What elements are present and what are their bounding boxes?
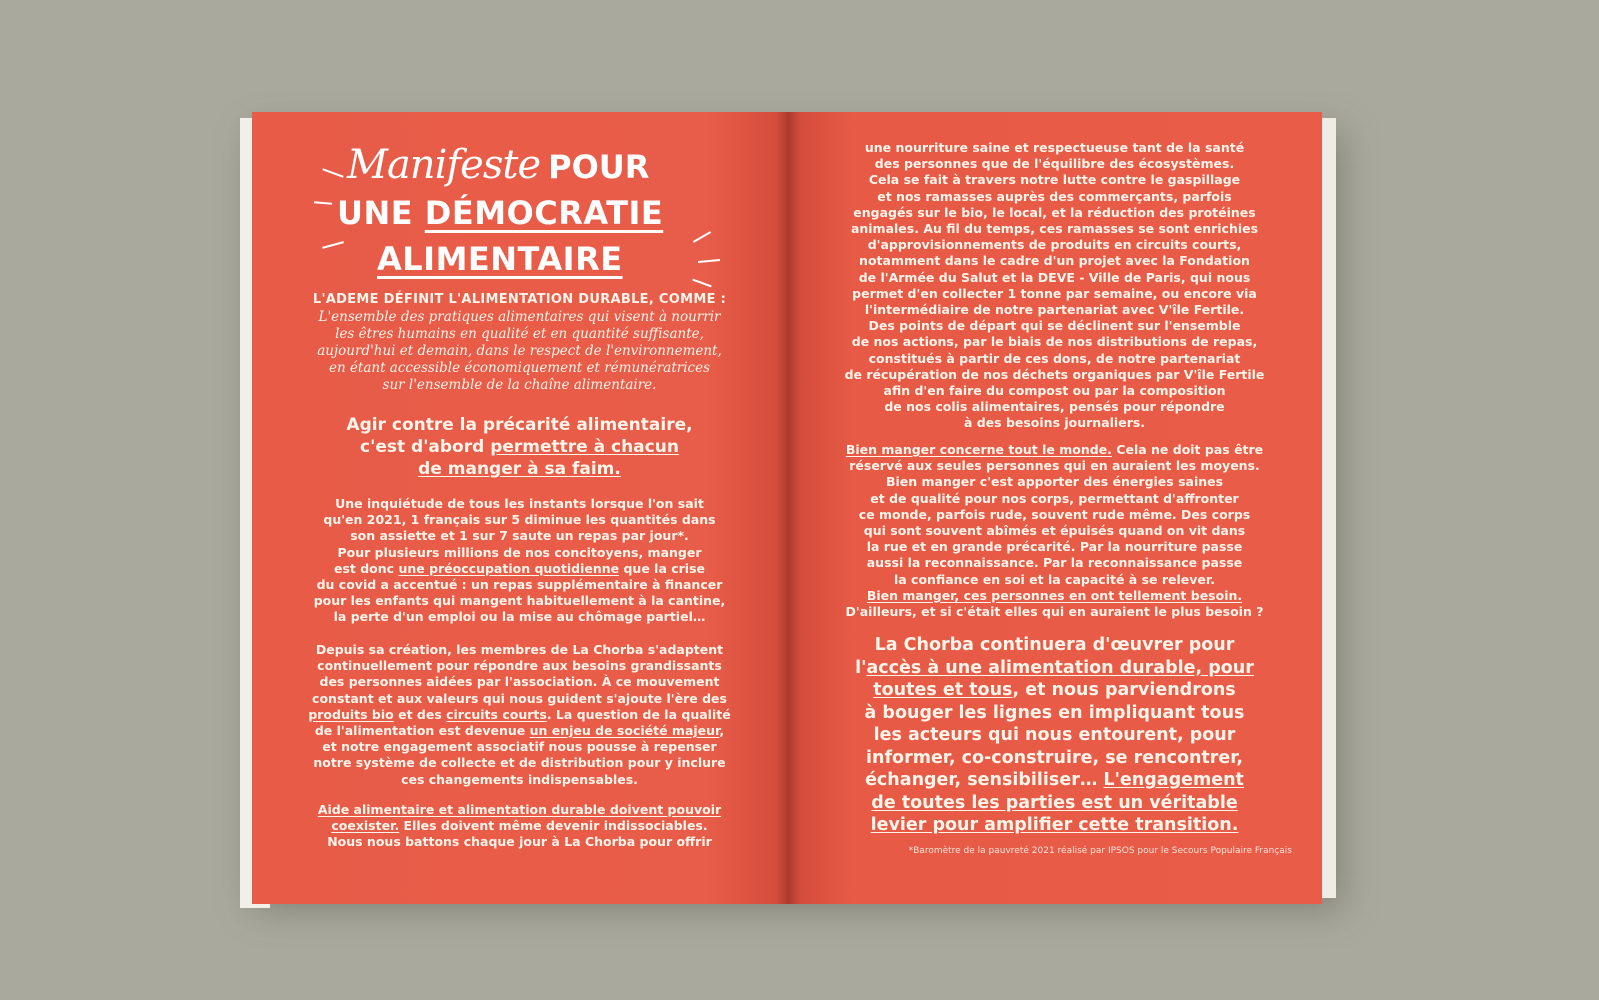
title-script-word: Manifeste — [347, 142, 541, 188]
text-line — [817, 442, 1292, 458]
text-span: que la crise — [619, 560, 706, 576]
text-span: de l'alimentation est devenue — [314, 723, 530, 739]
title-alimentaire: ALIMENTAIRE — [377, 240, 623, 278]
text-emphasis: un enjeu de société majeur — [529, 723, 720, 739]
closing-line: informer, co-construire, se rencontrer, — [865, 747, 1243, 768]
text-line: continuellement pour répondre aux besoins grandissants — [317, 658, 722, 674]
text-emphasis: une préoccupation quotidienne — [398, 560, 620, 576]
right-paragraph-2 — [817, 442, 1292, 620]
heading-line: de manger à sa faim. — [418, 459, 621, 479]
text-emphasis: circuits courts — [446, 706, 547, 722]
footnote: *Baromètre de la pauvreté 2021 réalisé par IPSOS pour le Secours Populaire Français — [908, 846, 1292, 856]
text-line — [282, 561, 757, 577]
closing-emphasis: toutes et tous — [873, 680, 1013, 700]
closing-line: levier pour amplifier cette transition. — [870, 815, 1239, 835]
text-line: qu'en 2021, 1 français sur 5 diminue les quantités dans — [323, 512, 716, 528]
title-democratie: DÉMOCRATIE — [424, 194, 664, 232]
title-une: UNE — [337, 194, 425, 232]
text-line: afin d'en faire du compost ou par la composition — [883, 383, 1226, 399]
text-line: engagés sur le bio, le local, et la réduction des protéines — [853, 204, 1256, 220]
text-line: de nos colis alimentaires, pensés pour répondre — [884, 399, 1225, 415]
text-line: constitués à partir de ces dons, de notre partenariat — [868, 350, 1241, 366]
text-span: et des — [393, 706, 447, 722]
definition-heading: L'ADEME DÉFINIT L'ALIMENTATION DURABLE, COMME : — [312, 292, 727, 307]
text-line: Une inquiétude de tous les instants lorsque l'on sait — [335, 496, 704, 511]
definition-line: les êtres humains en qualité et en quantité suffisante, — [335, 326, 704, 342]
text-span: est donc — [333, 560, 399, 576]
definition-line: L'ensemble des pratiques alimentaires qui visent à nourrir — [318, 309, 721, 325]
text-line: de nos actions, par le biais de nos distributions de repas, — [851, 334, 1258, 350]
title-ray — [322, 168, 343, 177]
text-span: , — [719, 723, 725, 739]
text-line: Cela se fait à travers notre lutte contre le gaspillage — [868, 172, 1241, 188]
title-ray — [692, 279, 711, 288]
text-line: D'ailleurs, et si c'était elles qui en auraient le plus besoin ? — [845, 604, 1264, 620]
paragraph-3 — [282, 802, 757, 851]
text-line: une nourriture saine et respectueuse tant de la santé — [864, 140, 1245, 155]
text-line: animales. Au fil du temps, ces ramasses se sont enrichies — [850, 221, 1259, 237]
text-line: Depuis sa création, les membres de La Chorba s'adaptent — [315, 642, 724, 657]
text-line: l'intermédiaire de notre partenariat avec V'île Fertile. — [864, 302, 1245, 318]
heading-line: Agir contre la précarité alimentaire, — [346, 415, 693, 435]
closing-line: La Chorba continuera d'œuvrer pour — [874, 635, 1235, 655]
closing-span: l' — [855, 657, 867, 678]
text-line: d'approvisionnements de produits en circuits courts, — [867, 237, 1242, 253]
text-line: des personnes que de l'équilibre des écosystèmes. — [874, 156, 1235, 172]
text-line: des personnes aidées par l'association. À ce mouvement — [319, 674, 720, 690]
closing-emphasis: accès à une alimentation durable, pour — [866, 657, 1254, 678]
text-span: Cela ne doit pas être — [1111, 442, 1264, 457]
text-line — [282, 723, 757, 739]
text-line: et notre engagement associatif nous pousse à repenser — [322, 739, 717, 755]
closing-span: échanger, sensibiliser… — [865, 770, 1104, 790]
closing-span: , et nous parviendrons — [1012, 680, 1236, 700]
text-line: réservé aux seules personnes qui en auraient les moyens. — [849, 458, 1260, 474]
text-line: Nous nous battons chaque jour à La Chorba pour offrir — [327, 834, 712, 850]
closing-line — [817, 769, 1292, 792]
section-heading — [282, 414, 757, 480]
heading-line — [282, 436, 757, 458]
text-emphasis: Bien manger concerne tout le monde. — [845, 442, 1112, 457]
text-line: à des besoins journaliers. — [963, 415, 1146, 431]
text-line: Aide alimentaire et alimentation durable doivent pouvoir — [317, 802, 722, 817]
text-line: constant et aux valeurs qui nous guident s'ajoute l'ère des — [312, 690, 727, 706]
text-line: de récupération de nos déchets organiques par V'île Fertile — [844, 366, 1265, 382]
text-line: notamment dans le cadre d'un projet avec la Fondation — [859, 253, 1250, 269]
text-line: la confiance en soi et la capacité à se relever. — [893, 571, 1216, 587]
book-gutter — [776, 112, 800, 904]
heading-emphasis: permettre à chacun — [490, 437, 679, 457]
text-line: et nos ramasses auprès des commerçants, parfois — [877, 188, 1232, 204]
text-line — [282, 707, 757, 723]
definition-line: sur l'ensemble de la chaîne alimentaire. — [382, 377, 657, 393]
text-emphasis: coexister. — [331, 818, 400, 834]
text-line: la rue et en grande précarité. Par la nourriture passe — [866, 539, 1243, 555]
text-line: Bien manger, ces personnes en ont tellement besoin. — [866, 587, 1243, 603]
text-span: Elles doivent même devenir indissociables. — [399, 818, 708, 834]
closing-line: les acteurs qui nous entourent, pour — [873, 725, 1236, 745]
title-pour: POUR — [548, 148, 650, 186]
text-line: Des points de départ qui se déclinent sur l'ensemble — [868, 318, 1241, 334]
title-ray — [322, 241, 344, 249]
definition-line: en étant accessible économiquement et rémunératrices — [328, 360, 711, 376]
closing-emphasis: L'engagement — [1103, 770, 1244, 790]
definition-body — [282, 309, 757, 394]
text-line: et de qualité pour nos corps, permettant d'affronter — [870, 490, 1239, 506]
text-line: aussi la reconnaissance. Par la reconnaissance passe — [866, 555, 1243, 571]
right-page — [787, 112, 1322, 904]
paragraph-1 — [282, 496, 757, 626]
definition-line: aujourd'hui et demain, dans le respect de l'environnement, — [317, 343, 722, 359]
text-line: notre système de collecte et de distribution pour y inclure — [313, 755, 726, 771]
ademe-definition — [282, 292, 757, 394]
title-ray — [693, 231, 711, 243]
text-line — [282, 818, 757, 834]
text-line: permet d'en collecter 1 tonne par semaine, ou encore via — [852, 285, 1257, 301]
text-span: . La question de la qualité — [546, 706, 731, 722]
text-line: ces changements indispensables. — [401, 771, 638, 787]
heading-text: c'est d'abord — [360, 437, 491, 457]
closing-line — [817, 657, 1292, 680]
text-line: Pour plusieurs millions de nos concitoyens, manger — [337, 544, 702, 560]
right-paragraph-1 — [817, 140, 1292, 432]
closing-line — [817, 679, 1292, 702]
text-line: la perte d'un emploi ou la mise au chômage partiel… — [333, 609, 706, 625]
manifesto-title — [252, 132, 787, 287]
paragraph-2 — [282, 642, 757, 788]
text-emphasis: produits bio — [308, 706, 394, 722]
text-line: son assiette et 1 sur 7 saute un repas par jour*. — [350, 528, 689, 544]
text-line: de l'Armée du Salut et la DEVE - Ville de Paris, qui nous — [858, 269, 1251, 285]
title-ray — [314, 201, 332, 205]
text-line: pour les enfants qui mangent habituellement à la cantine, — [313, 593, 726, 609]
text-line: Bien manger c'est apporter des énergies saines — [885, 474, 1224, 490]
title-ray — [698, 259, 720, 263]
closing-line: à bouger les lignes en impliquant tous — [864, 702, 1245, 723]
text-line: du covid a accentué : un repas supplémentaire à financer — [316, 577, 723, 593]
left-page — [252, 112, 787, 904]
closing-line: de toutes les parties est un véritable — [871, 792, 1238, 813]
closing-statement — [817, 634, 1292, 837]
text-line: qui sont souvent abîmés et épuisés quand on vit dans — [863, 523, 1246, 539]
text-line: ce monde, parfois rude, souvent rude même. Des corps — [858, 506, 1251, 522]
